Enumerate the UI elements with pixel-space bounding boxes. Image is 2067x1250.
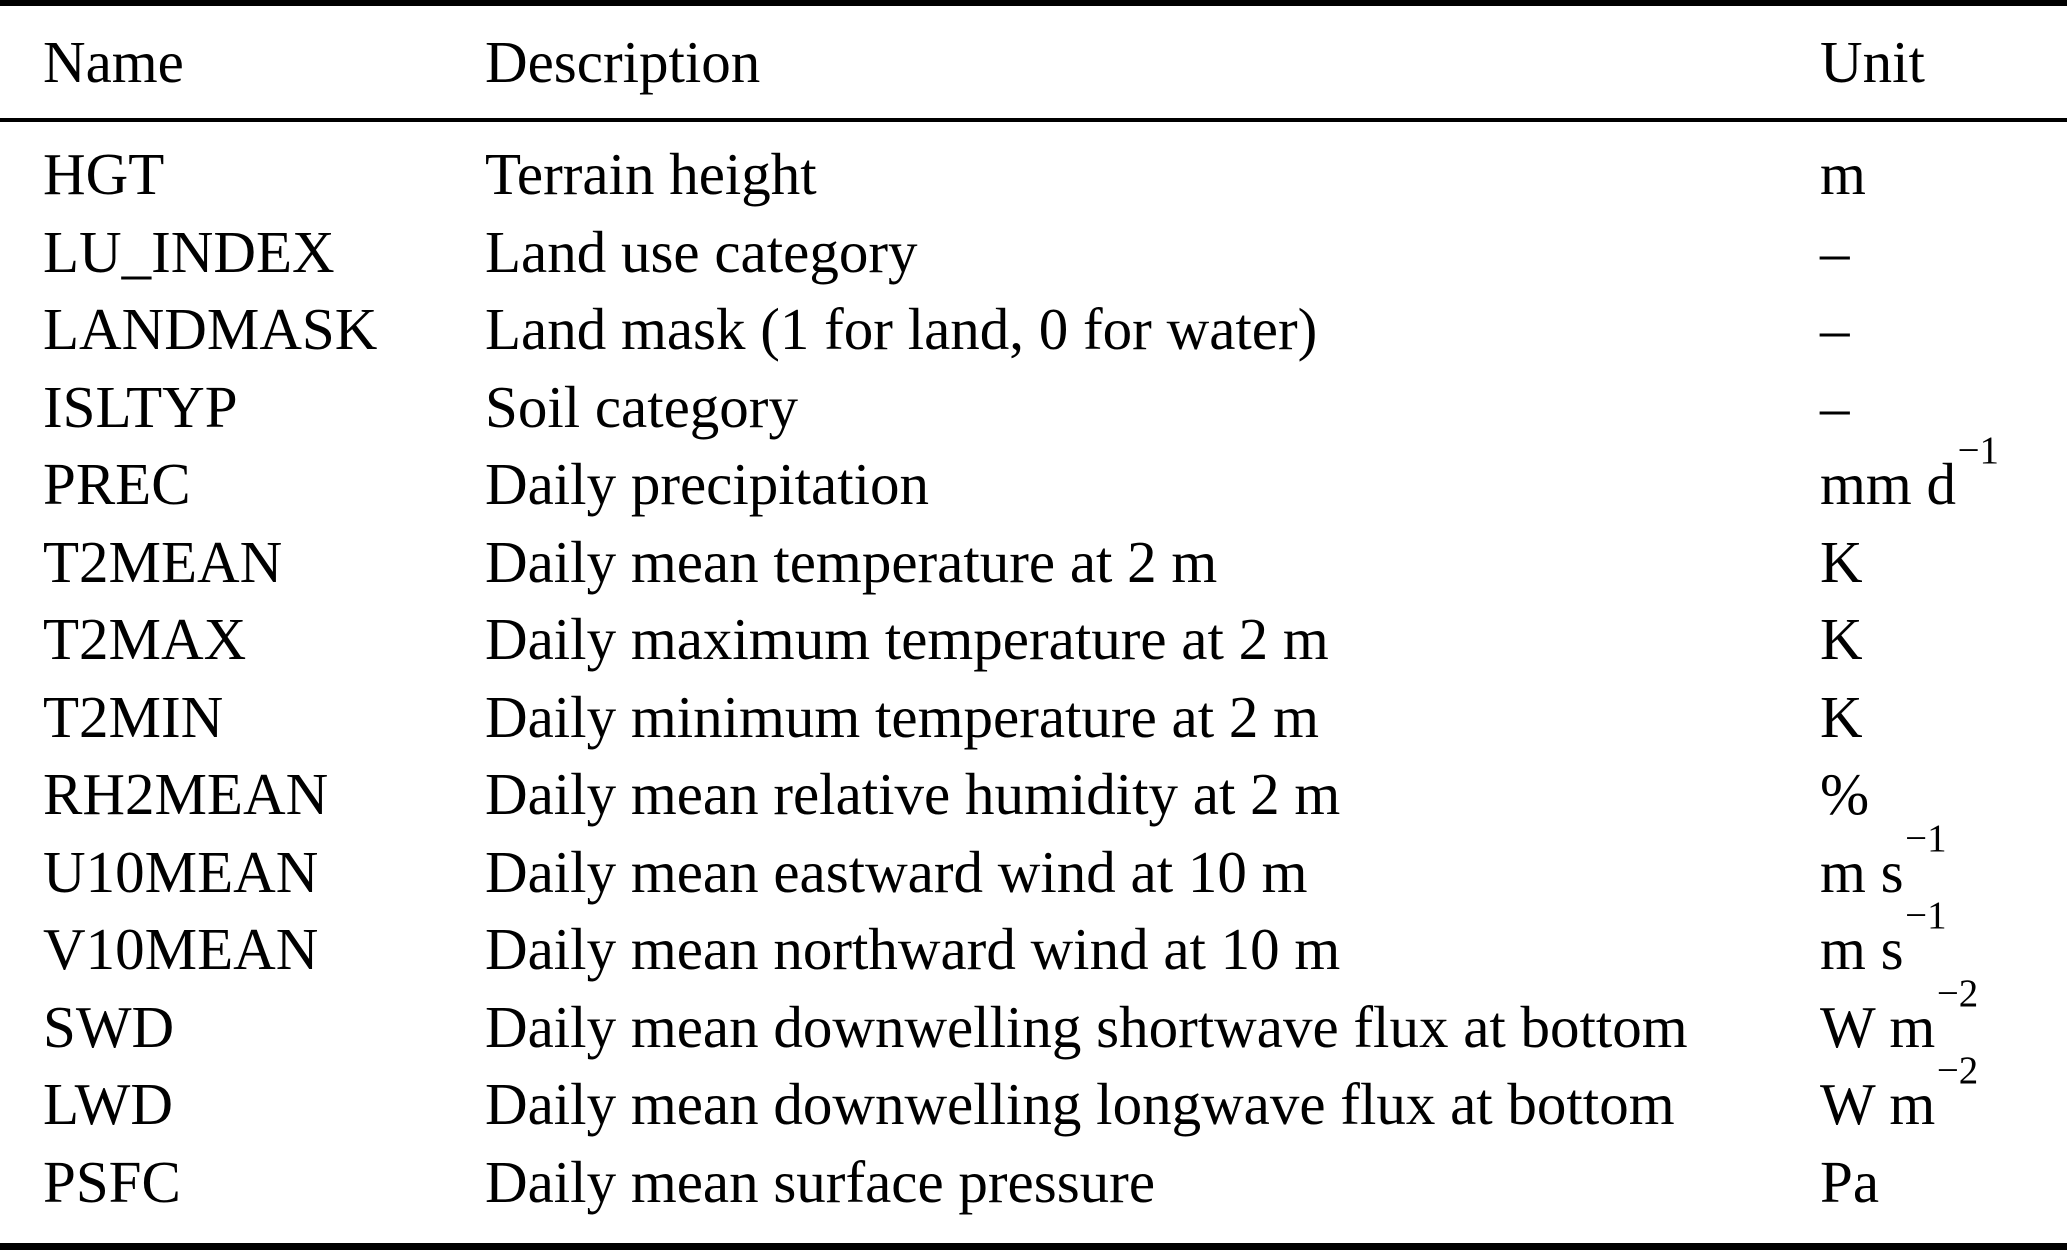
variable-description-cell: Daily mean downwelling longwave flux at bottom bbox=[485, 1071, 1675, 1138]
variable-description-cell: Daily mean relative humidity at 2 m bbox=[485, 761, 1341, 828]
table-row bbox=[0, 601, 2067, 679]
variable-description-cell: Daily mean temperature at 2 m bbox=[485, 528, 1218, 595]
variable-unit-cell bbox=[1820, 971, 2067, 1060]
variable-name-cell: PSFC bbox=[43, 1148, 181, 1215]
variable-name-cell: LU_INDEX bbox=[43, 218, 335, 285]
table-row bbox=[0, 214, 2067, 292]
variable-unit-cell bbox=[1820, 141, 2067, 208]
variable-unit-cell bbox=[1820, 606, 2067, 673]
table-header-row bbox=[0, 6, 2067, 118]
table-row bbox=[0, 816, 2067, 912]
variable-name-cell: T2MIN bbox=[43, 683, 224, 750]
variable-description-cell: Soil category bbox=[485, 373, 798, 440]
variable-unit-cell bbox=[1820, 429, 2067, 518]
unit-exponent: −1 bbox=[1905, 894, 1947, 938]
variable-name-cell: HGT bbox=[43, 141, 165, 208]
variable-unit-cell bbox=[1820, 296, 2067, 363]
variable-unit-cell bbox=[1820, 894, 2067, 983]
unit-base: m s bbox=[1820, 916, 1904, 983]
unit-base: m s bbox=[1820, 838, 1904, 905]
variable-unit-cell bbox=[1820, 761, 2067, 828]
variable-unit-cell bbox=[1820, 1148, 2067, 1215]
unit-base: K bbox=[1820, 606, 1863, 673]
table-row bbox=[0, 971, 2067, 1067]
unit-base: – bbox=[1820, 373, 1850, 440]
variable-name-cell: SWD bbox=[43, 993, 175, 1060]
variable-unit-cell bbox=[1820, 683, 2067, 750]
unit-base: K bbox=[1820, 528, 1863, 595]
table-row bbox=[0, 291, 2067, 369]
variable-description-cell: Daily mean northward wind at 10 m bbox=[485, 916, 1341, 983]
variable-name-cell: V10MEAN bbox=[43, 916, 319, 983]
unit-exponent: −2 bbox=[1936, 971, 1979, 1015]
variable-unit-cell bbox=[1820, 528, 2067, 595]
variable-name-cell: PREC bbox=[43, 451, 191, 518]
variable-name-cell: LWD bbox=[43, 1071, 173, 1138]
variable-name-cell: T2MEAN bbox=[43, 528, 283, 595]
table-row bbox=[0, 894, 2067, 989]
unit-exponent: −1 bbox=[1905, 816, 1947, 860]
unit-base: % bbox=[1820, 761, 1870, 828]
column-header-description: Description bbox=[485, 28, 761, 95]
table-row bbox=[0, 429, 2067, 524]
unit-base: W m bbox=[1820, 1071, 1936, 1138]
table-row bbox=[0, 679, 2067, 757]
variable-description-cell: Daily minimum temperature at 2 m bbox=[485, 683, 1319, 750]
variable-unit-cell bbox=[1820, 218, 2067, 285]
unit-base: – bbox=[1820, 296, 1850, 363]
variable-description-cell: Daily mean surface pressure bbox=[485, 1148, 1156, 1215]
table-row bbox=[0, 369, 2067, 447]
variable-unit-cell bbox=[1820, 1049, 2067, 1138]
variable-description-cell: Daily mean eastward wind at 10 m bbox=[485, 838, 1308, 905]
unit-base: K bbox=[1820, 683, 1863, 750]
unit-base: W m bbox=[1820, 993, 1936, 1060]
variable-description-cell: Land mask (1 for land, 0 for water) bbox=[485, 296, 1318, 363]
variable-name-cell: ISLTYP bbox=[43, 373, 238, 440]
unit-base: m bbox=[1820, 141, 1866, 208]
variable-name-cell: U10MEAN bbox=[43, 838, 319, 905]
unit-exponent: −1 bbox=[1957, 429, 2000, 473]
variable-unit-cell bbox=[1820, 816, 2067, 905]
variable-description-cell: Daily maximum temperature at 2 m bbox=[485, 606, 1329, 673]
variable-description-cell: Land use category bbox=[485, 218, 918, 285]
column-header-name: Name bbox=[43, 28, 184, 95]
table-row bbox=[0, 756, 2067, 834]
table-row bbox=[0, 524, 2067, 602]
table-row bbox=[0, 136, 2067, 214]
table-row bbox=[0, 1049, 2067, 1144]
variable-name-cell: T2MAX bbox=[43, 606, 247, 673]
variable-description-cell: Daily mean downwelling shortwave flux at bottom bbox=[485, 993, 1688, 1060]
variable-name-cell: RH2MEAN bbox=[43, 761, 329, 828]
table-row bbox=[0, 1144, 2067, 1222]
unit-base: Pa bbox=[1820, 1148, 1879, 1215]
table-body bbox=[0, 122, 2067, 1243]
unit-exponent: −2 bbox=[1936, 1049, 1979, 1093]
variable-unit-cell bbox=[1820, 373, 2067, 440]
variable-description-cell: Daily precipitation bbox=[485, 451, 929, 518]
column-header-unit: Unit bbox=[1820, 28, 1925, 95]
table-bottom-rule bbox=[0, 1243, 2067, 1250]
unit-base: mm d bbox=[1820, 451, 1957, 518]
variable-description-cell: Terrain height bbox=[485, 141, 817, 208]
variable-name-cell: LANDMASK bbox=[43, 296, 378, 363]
unit-base: – bbox=[1820, 218, 1850, 285]
